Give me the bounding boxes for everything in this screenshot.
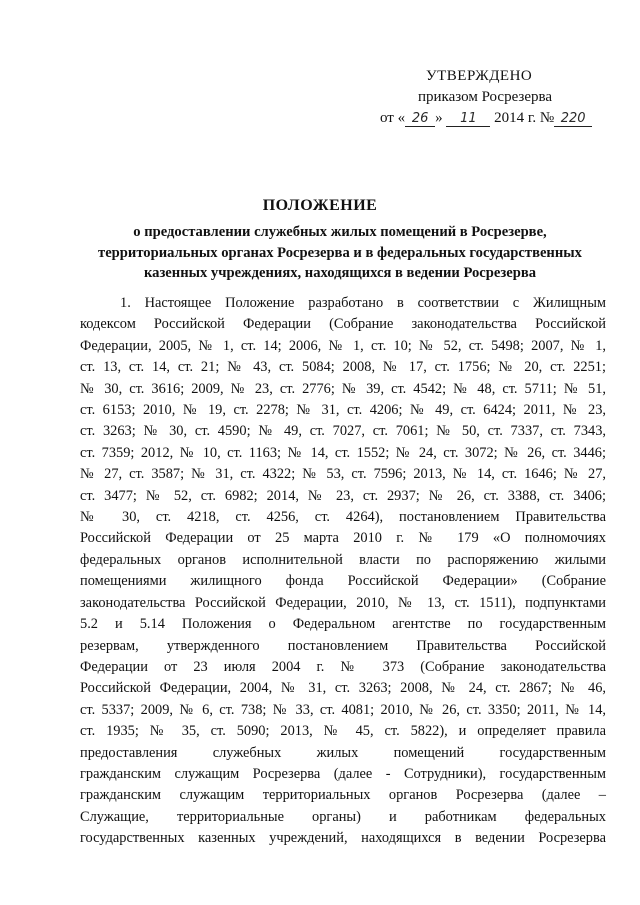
approved-by-order: приказом Росрезерва bbox=[418, 89, 553, 105]
body-line: ст. 6153; 2010, № 19, ст. 2278; № 31, ст. 4206; № 49, ст. 6424; 2011, № 23, bbox=[80, 402, 606, 419]
date-month-handwritten: 11 bbox=[446, 112, 490, 127]
body-line: ст. 1935; № 35, ст. 5090; 2013, № 45, ст. 5822), и определяет правила bbox=[80, 723, 606, 740]
body-line: предоставления служебных жилых помещений государственным bbox=[80, 744, 606, 761]
order-number-handwritten: 220 bbox=[554, 112, 592, 127]
subtitle-line: казенных учреждениях, находящихся в ведении Росрезерва bbox=[143, 265, 537, 281]
body-line: государственных казенных учреждений, находящихся в ведении Росрезерва bbox=[80, 830, 606, 847]
body-line: № 27, ст. 3587; № 31, ст. 4322; № 53, ст. 7596; 2013, № 14, ст. 1646; № 27, bbox=[80, 466, 606, 483]
approval-date-line bbox=[380, 108, 620, 129]
document-body bbox=[80, 293, 606, 850]
body-line: ст. 3263; № 30, ст. 4590; № 49, ст. 7027, ст. 7061; № 50, ст. 7337, ст. 7343, bbox=[80, 423, 606, 440]
body-line: ст. 3477; № 52, ст. 6982; 2014, № 23, ст. 2937; № 26, ст. 3388, ст. 3406; bbox=[80, 487, 606, 504]
body-line: Российской Федерации от 25 марта 2010 г. № 179 «О полномочиях bbox=[80, 530, 606, 547]
body-line: № 30, ст. 3616; 2009, № 23, ст. 2776; № 39, ст. 4542; № 48, ст. 5711; № 51, bbox=[80, 380, 606, 397]
date-mid: » bbox=[435, 110, 443, 126]
body-line: ст. 5337; 2009, № 6, ст. 738; № 33, ст. 4081; 2010, № 26, ст. 3350; 2011, № 14, bbox=[80, 701, 606, 718]
body-line: 5.2 и 5.14 Положения о Федеральном агентстве по государственным bbox=[80, 616, 606, 633]
body-line: гражданским служащим Росрезерва (далее - Сотрудники), государственным bbox=[80, 765, 606, 782]
body-line: резервам, утвержденного постановлением Правительства Российской bbox=[80, 637, 606, 654]
body-line: Федерации, 2005, № 1, ст. 14; 2006, № 1, ст. 10; № 52, ст. 5498; 2007, № 1, bbox=[80, 337, 606, 354]
subtitle-line: о предоставлении служебных жилых помещений в Росрезерве, bbox=[133, 224, 547, 240]
date-year: 2014 г. № bbox=[494, 110, 555, 126]
document-title: ПОЛОЖЕНИЕ bbox=[262, 197, 378, 214]
subtitle-line: территориальных органах Росрезерва и в федеральных государственных bbox=[98, 244, 582, 261]
body-line: гражданским служащим территориальных органов Росрезерва (далее – bbox=[80, 787, 606, 804]
document-subtitle bbox=[80, 222, 600, 284]
body-line: ст. 7359; 2012, № 10, ст. 1163; № 14, ст. 1552; № 24, ст. 3072; № 26, ст. 3446; bbox=[80, 444, 606, 461]
body-line: ст. 13, ст. 14, ст. 21; № 43, ст. 5084; 2008, № 17, ст. 1756; № 20, ст. 2251; bbox=[80, 359, 606, 376]
body-line: кодексом Российской Федерации (Собрание законодательства Российской bbox=[80, 316, 606, 333]
body-line: Федерации от 23 июля 2004 г. № 373 (Собрание законодательства bbox=[80, 658, 606, 675]
body-line: федеральных органов исполнительной власти по распоряжению жилыми bbox=[80, 551, 606, 568]
body-line: № 30, ст. 4218, ст. 4256, ст. 4264), постановлением Правительства bbox=[80, 509, 606, 526]
body-line: 1. Настоящее Положение разработано в соответствии с Жилищным bbox=[120, 295, 606, 311]
date-prefix: от « bbox=[380, 110, 406, 126]
body-line: помещениями жилищного фонда Российской Федерации» (Собрание bbox=[80, 573, 606, 590]
body-line: Служащие, территориальные органы) и работникам федеральных bbox=[80, 808, 606, 825]
approved-label: УТВЕРЖДЕНО bbox=[426, 68, 533, 84]
approval-stamp bbox=[380, 66, 620, 129]
body-line: Российской Федерации, 2004, № 31, ст. 3263; 2008, № 24, ст. 2867; № 46, bbox=[80, 680, 606, 697]
body-line: законодательства Российской Федерации, 2010, № 13, ст. 1511), подпунктами bbox=[80, 594, 606, 611]
date-day-handwritten: 26 bbox=[405, 112, 435, 127]
